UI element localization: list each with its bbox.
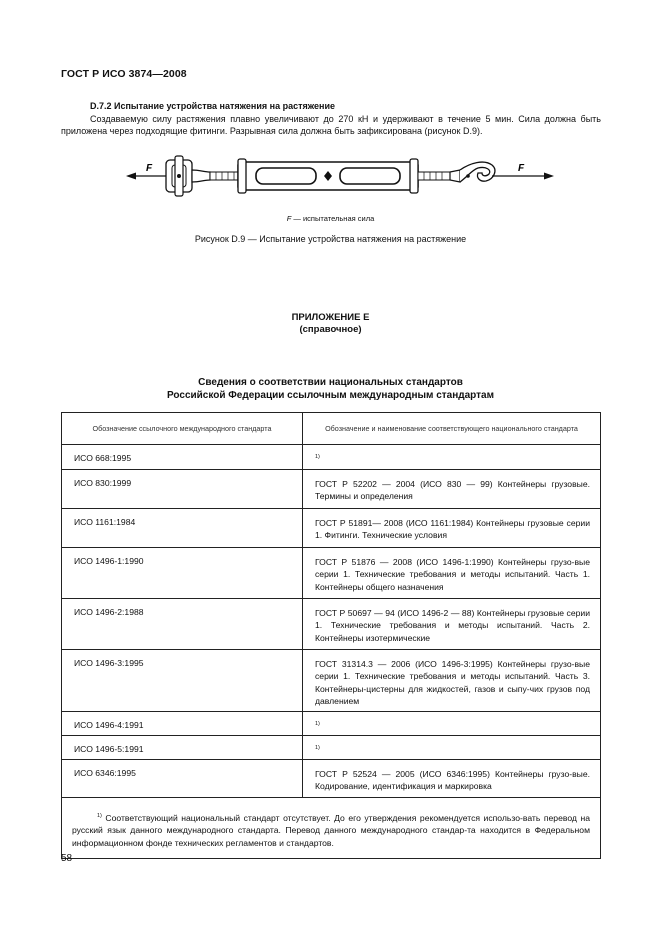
table-row	[62, 760, 601, 798]
body-window-left	[256, 168, 316, 184]
ref-standard-cell: ИСО 1496-1:1990	[62, 548, 303, 599]
ref-standard-cell: ИСО 830:1999	[62, 470, 303, 509]
national-standard-cell: ГОСТ Р 52202 — 2004 (ИСО 830 — 99) Контейнеры грузовые. Термины и определения	[303, 470, 601, 509]
table-row	[62, 445, 601, 470]
appendix-subtitle: (справочное)	[299, 324, 362, 335]
table-row	[62, 599, 601, 650]
table-title	[0, 377, 661, 402]
col2-header: Обозначение и наименование соответствующего национального стандарта	[303, 413, 601, 445]
national-standard-cell	[303, 736, 601, 760]
national-standard-cell: ГОСТ Р 51876 — 2008 (ИСО 1496-1:1990) Контейнеры грузо-вые серии 1. Технические требования и методы испытаний. Часть 1. Контейнеры общего назначения	[303, 548, 601, 599]
table-row	[62, 736, 601, 760]
correspondence-table	[61, 412, 601, 859]
hook	[460, 162, 495, 182]
national-standard-cell: ГОСТ 31314.3 — 2006 (ИСО 1496-3:1995) Контейнеры грузо-вые серии 1. Технические требования и методы испытаний. Часть 3. Контейнеры-цистерны для жидкостей, газов и сыпу-чих грузов под давлением	[303, 650, 601, 712]
appendix-heading	[0, 312, 661, 336]
national-standard-cell: ГОСТ Р 52524 — 2005 (ИСО 6346:1995) Контейнеры грузо-вые. Кодирование, идентификация и маркировка	[303, 760, 601, 798]
appendix-title: ПРИЛОЖЕНИЕ Е	[291, 312, 370, 323]
page-number: 58	[61, 853, 73, 864]
ref-standard-cell: ИСО 668:1995	[62, 445, 303, 470]
document-header: ГОСТ Р ИСО 3874—2008	[61, 68, 187, 80]
ref-standard-cell: ИСО 6346:1995	[62, 760, 303, 798]
table-title-line2: Российской Федерации ссылочным международным стандартам	[166, 389, 495, 401]
force-label-right: F	[518, 163, 525, 174]
section-title: D.7.2 Испытание устройства натяжения на растяжение	[90, 101, 335, 111]
right-screw	[418, 172, 450, 180]
table-header-row	[62, 413, 601, 445]
force-label-left: F	[146, 163, 153, 174]
national-standard-cell	[303, 445, 601, 470]
footnote-mark: 1)	[97, 813, 102, 819]
ref-standard-cell: ИСО 1496-5:1991	[62, 736, 303, 760]
footnote-row	[62, 798, 601, 859]
table-row	[62, 509, 601, 548]
table-title-line1: Сведения о соответствии национальных стандартов	[198, 377, 463, 388]
national-standard-cell: ГОСТ Р 51891— 2008 (ИСО 1161:1984) Контейнеры грузовые серии 1. Фитинги. Технические условия	[303, 509, 601, 548]
table-row	[62, 650, 601, 712]
ref-standard-cell: ИСО 1161:1984	[62, 509, 303, 548]
table-footnote	[62, 798, 601, 859]
legend-symbol: F	[286, 214, 292, 223]
national-standard-cell	[303, 712, 601, 736]
ref-standard-cell: ИСО 1496-4:1991	[62, 712, 303, 736]
footnote-text: Соответствующий национальный стандарт отсутствует. До его утверждения рекомендуется использо-вать перевод на русский язык данного международного стандарта. Перевод данного международного стандар-та находится в Федеральном информационном фонде технических регламентов и стандартов.	[72, 813, 590, 848]
table-row	[62, 470, 601, 509]
turnbuckle-figure	[120, 145, 560, 205]
ref-standard-cell: ИСО 1496-2:1988	[62, 599, 303, 650]
table-row	[62, 548, 601, 599]
ref-standard-cell: ИСО 1496-3:1995	[62, 650, 303, 712]
table-row	[62, 712, 601, 736]
figure-legend	[0, 214, 661, 223]
footnote-ref: 1)	[315, 721, 320, 727]
footnote-ref: 1)	[315, 454, 320, 460]
section-paragraph: Создаваемую силу растяжения плавно увеличивают до 270 кН и удерживают в течение 5 мин. Сила должна быть приложена через подходящие фитинги. Разрывная сила должна быть зафиксирована (рисунок D.9).	[61, 114, 601, 136]
right-arrow-head	[544, 173, 554, 180]
footnote-ref: 1)	[315, 745, 320, 751]
legend-text: — испытательная сила	[291, 214, 375, 223]
left-arrow-head	[126, 173, 136, 180]
national-standard-cell: ГОСТ Р 50697 — 94 (ИСО 1496-2 — 88) Контейнеры грузовые серии 1. Технические требования и методы испытаний. Часть 2. Контейнеры изотермические	[303, 599, 601, 650]
body-window-right	[340, 168, 400, 184]
figure-caption: Рисунок D.9 — Испытание устройства натяжения на растяжение	[194, 234, 467, 244]
col1-header: Обозначение ссылочного международного стандарта	[62, 413, 303, 445]
